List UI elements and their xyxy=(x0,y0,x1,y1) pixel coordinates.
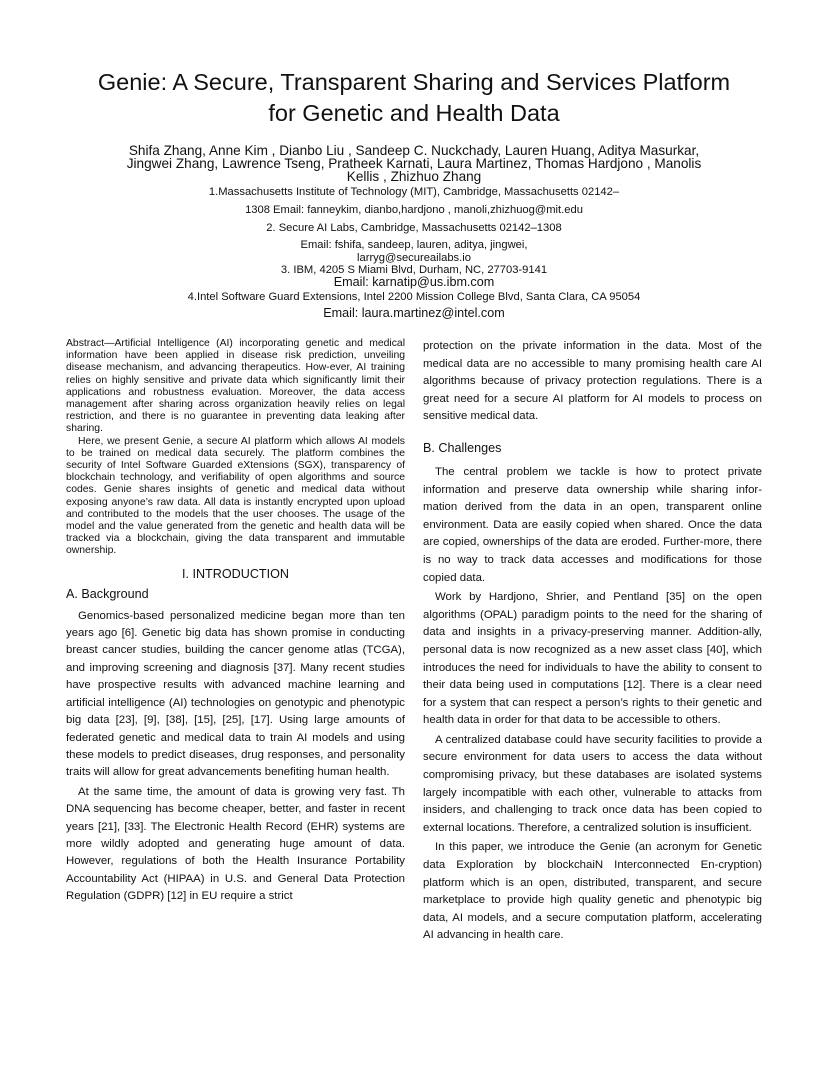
affiliation-ibm: 3. IBM, 4205 S Miami Blvd, Durham, NC, 27703-9141 xyxy=(280,264,548,276)
abstract-paragraph-1: Abstract—Artificial Intelligence (AI) incorporating genetic and medical information have been applied in disease risk prediction, unveiling disease mechanism, and advancing therapeutics. How-ever, AI training relies on highly sensitive and private data which significantly limit their applications and robustness evaluation. Moreover, the data access management after sharing across organization heavily relies on legal restriction, and there is no guarantee in preventing data leaking after sharing. xyxy=(66,338,405,435)
title-line-2: for Genetic and Health Data xyxy=(268,100,560,126)
challenges-paragraph-1: The central problem we tackle is how to protect private information and preserve data ownership while sharing infor-mation derived from the data in an open, transparent online environment. Data are easily copied when shared. Once the data are copied, ownerships of the data are eroded. Further-more, there is no way to track data accesses and modifications for those copied data. xyxy=(423,465,762,584)
challenges-paragraph-2: Work by Hardjono, Shrier, and Pentland [35] on the open algorithms (OPAL) paradigm points to the need for the sharing of data and insights in a privacy-preserving manner. Addition-ally, personal data is now recognized as a new asset class [40], which introduces the need for individuals to have the ability to consent to their data being used in computations [12]. There is a clear need for a system that can respect a person’s rights to their genetic and health data in order for that data to be accessible to others. xyxy=(423,591,762,727)
affiliation-mit: 1.Massachusetts Institute of Technology (MIT), Cambridge, Massachusetts 02142– xyxy=(208,186,620,198)
affiliation-intel-email: Email: laura.martinez@intel.com xyxy=(323,306,505,320)
paper-title xyxy=(60,67,768,129)
background-paragraph-1: Genomics-based personalized medicine began more than ten years ago [6]. Genetic big data has shown promise in conducting breast cancer studies, building the cancer genome atlas (TCGA), and improving screening and diagnosis [37]. Many recent studies have prospective results with advanced machine learning and artificial intelligence (AI) technologies on genotypic and phenotypic big data [23], [9], [38], [15], [25], [17]. Using large amounts of federated genetic and medical data to train AI models and using these models to predict diseases, drug responses, and personality traits will allow for great advancements benefiting human health. xyxy=(66,609,405,779)
affiliation-secure-ai-labs-email: Email: fshifa, sandeep, lauren, aditya, jingwei, xyxy=(300,239,528,251)
affiliation-secure-ai-labs-email-2: larryg@secureailabs.io xyxy=(357,252,471,264)
subsection-heading-challenges: B. Challenges xyxy=(423,440,502,455)
authors-line-3: Kellis , Zhizhuo Zhang xyxy=(346,169,482,184)
challenges-paragraph-3: A centralized database could have security facilities to provide a secure environment for data users to access the data without compromising privacy, but these databases are isolated systems largely incompatible with each other, vulnerable to attacks from insiders, and challenging to track once data has been copied to external locations. Therefore, a centralized solution is insufficient. xyxy=(423,733,762,834)
left-column xyxy=(66,338,405,906)
abstract xyxy=(66,338,405,558)
affiliation-mit-email: 1308 Email: fanneykim, dianbo,hardjono , manoli,zhizhuog@mit.edu xyxy=(245,204,583,216)
affiliation-intel: 4.Intel Software Guard Extensions, Intel 2200 Mission College Blvd, Santa Clara, CA 95054 xyxy=(187,291,641,303)
challenges-paragraph-4: In this paper, we introduce the Genie (an acronym for Genetic data Exploration by blockchaiN Interconnected En-cryption) platform which is an open, distributed, transparent, and secure marketplace to provide high quality genetic and phenotypic big data, AI models, and a secure computation platform, accelerating AI advancing in health care. xyxy=(423,841,762,942)
authors-line-1: Shifa Zhang, Anne Kim , Dianbo Liu , Sandeep C. Nuckchady, Lauren Huang, Aditya Masurkar, xyxy=(128,143,700,158)
affiliation-ibm-email: Email: karnatip@us.ibm.com xyxy=(333,275,495,289)
affiliation-secure-ai-labs: 2. Secure AI Labs, Cambridge, Massachusetts 02142–1308 xyxy=(266,222,562,234)
authors-line-2: Jingwei Zhang, Lawrence Tseng, Pratheek Karnati, Laura Martinez, Thomas Hardjono , Manolis xyxy=(126,156,702,171)
subsection-heading-background: A. Background xyxy=(66,586,149,601)
background-paragraph-2-continued: protection on the private information in the data. Most of the medical data are no accessible to many promising health care AI algorithms because of privacy protection regulations. There is a great need for a secure AI platform for AI models to process on sensitive medical data. xyxy=(423,340,762,423)
background-paragraph-2: At the same time, the amount of data is growing very fast. Th DNA sequencing has become cheaper, better, and faster in recent years [21], [33]. The Electronic Health Record (EHR) systems are more wildly adopted and generating huge amount of data. However, regulations of both the Health Insurance Portability Accountability Act (HIPAA) in U.S. and General Data Protection Regulation (GDPR) [12] in EU require a strict xyxy=(66,785,405,903)
title-line-1: Genie: A Secure, Transparent Sharing and Services Platform xyxy=(97,69,731,95)
section-heading-introduction: I. INTRODUCTION xyxy=(181,566,290,581)
abstract-paragraph-2: Here, we present Genie, a secure AI platform which allows AI models to be trained on medical data securely. The platform combines the security of Intel Software Guarded eXtensions (SGX), transparency of blockchain technology, and verifiability of open algorithms and source codes. Genie shares insights of genetic and medical data without exposing anyone’s raw data. All data is instantly encrypted upon upload and contributed to the models that the user chooses. The usage of the model and the value generated from the genetic and health data will be tracked via a blockchain, giving the data transparent and immutable ownership. xyxy=(66,435,405,557)
right-column xyxy=(423,338,762,945)
author-list xyxy=(64,144,764,183)
affiliations xyxy=(110,184,718,322)
